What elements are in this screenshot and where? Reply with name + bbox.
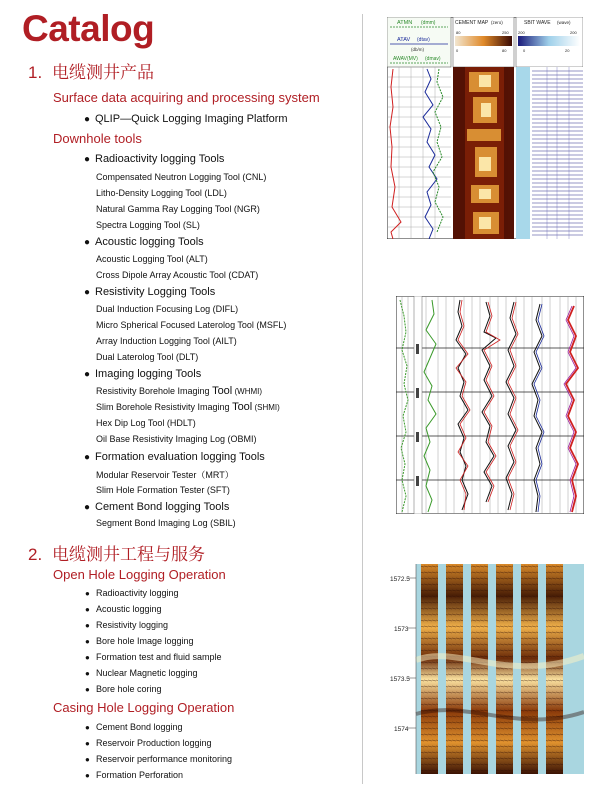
- section-1-heading: [28, 58, 154, 83]
- svg-text:0: 0: [523, 48, 526, 53]
- service-item: ● Reservoir Production logging: [85, 738, 212, 748]
- svg-text:80: 80: [502, 48, 507, 53]
- service-item: ● Acoustic logging: [85, 604, 162, 614]
- svg-text:200: 200: [570, 30, 577, 35]
- tool-item: Litho-Density Logging Tool (LDL): [96, 188, 227, 198]
- service-item: ● Formation Perforation: [85, 770, 184, 780]
- tool-item: Slim Borehole Resistivity Imaging Tool (SHMI): [96, 401, 280, 413]
- tool-group-resistivity: ● Resistivity Logging Tools: [84, 286, 216, 298]
- service-item: ● Bore hole Image logging: [85, 636, 194, 646]
- tool-item: Compensated Neutron Logging Tool (CNL): [96, 172, 267, 182]
- downhole-tools-heading: Downhole tools: [53, 131, 142, 146]
- tool-item: Natural Gamma Ray Logging Tool (NGR): [96, 204, 260, 214]
- image-log-figure: [388, 564, 584, 774]
- svg-text:250: 250: [502, 30, 509, 35]
- tool-item: Array Induction Logging Tool (AILT): [96, 336, 237, 346]
- cement-map-title: CEMENT MAP: [455, 20, 489, 26]
- tool-item: Slim Hole Formation Tester (SFT): [96, 485, 230, 495]
- casing-hole-heading: Casing Hole Logging Operation: [53, 700, 235, 715]
- section-2-heading: [28, 540, 205, 565]
- tool-item: Oil Base Resistivity Imaging Log (OBMI): [96, 434, 257, 444]
- cement-label-atav: ATAV: [397, 37, 411, 43]
- tool-group-label: Formation evaluation logging Tools: [95, 451, 265, 463]
- svg-text:0: 0: [456, 48, 459, 53]
- section-1-title: 电缆测井产品: [52, 63, 154, 82]
- depth-label: 1573.5: [390, 676, 410, 683]
- service-item: ● Nuclear Magnetic logging: [85, 668, 198, 678]
- qlip-bullet: ● QLIP—Quick Logging Imaging Platform: [84, 113, 288, 125]
- curve-log-figure: [396, 296, 584, 514]
- tool-item: Cross Dipole Array Acoustic Tool (CDAT): [96, 270, 259, 280]
- tool-item: Hex Dip Log Tool (HDLT): [96, 418, 196, 428]
- service-item: ● Cement Bond logging: [85, 722, 183, 732]
- tool-item: Dual Laterolog Tool (DLT): [96, 352, 199, 362]
- cement-label-atmn: ATMN: [397, 20, 413, 26]
- section-2-title: 电缆测井工程与服务: [52, 545, 205, 564]
- tool-item: Modular Reservoir Tester（MRT）: [96, 470, 234, 480]
- svg-text:20: 20: [565, 48, 570, 53]
- sbit-wave-title: SBIT WAVE: [524, 20, 551, 26]
- section-2-number: 2.: [28, 545, 43, 564]
- tool-item: Resistivity Borehole Imaging Tool (WHMI): [96, 385, 263, 397]
- tool-group-label: Resistivity Logging Tools: [95, 286, 216, 298]
- cement-map-unit: (zero): [491, 20, 503, 25]
- cement-label-unit2: (dtav): [417, 37, 430, 43]
- tool-group-cement-bond: ● Cement Bond logging Tools: [84, 501, 230, 513]
- cement-label-unit1: (dmm): [421, 20, 436, 26]
- tool-group-acoustic: ● Acoustic logging Tools: [84, 236, 204, 248]
- service-item: ● Formation test and fluid sample: [85, 652, 222, 662]
- tool-group-label: Acoustic logging Tools: [95, 236, 204, 248]
- tool-group-label: Radioactivity logging Tools: [95, 153, 225, 165]
- tool-group-radioactivity: ● Radioactivity logging Tools: [84, 153, 225, 165]
- depth-label: 1574: [394, 726, 409, 733]
- tool-item: Micro Spherical Focused Laterolog Tool (MSFL): [96, 320, 287, 330]
- depth-label: 1573: [394, 626, 409, 633]
- sbit-wave-unit: (wave): [557, 20, 571, 25]
- column-divider: [362, 14, 363, 784]
- tool-group-formation: ● Formation evaluation logging Tools: [84, 451, 265, 463]
- cement-label-unit4: (dmav): [425, 56, 441, 62]
- depth-label: 1572.5: [390, 576, 410, 583]
- tool-item: Dual Induction Focusing Log (DIFL): [96, 304, 239, 314]
- cement-label-awav: AWAV(MV): [393, 56, 418, 62]
- svg-text:200: 200: [518, 30, 525, 35]
- service-item: ● Reservoir performance monitoring: [85, 754, 233, 764]
- tool-group-label: Imaging logging Tools: [95, 368, 202, 380]
- service-item: ● Radioactivity logging: [85, 588, 179, 598]
- tool-item: Segment Bond Imaging Log (SBIL): [96, 518, 236, 528]
- cement-log-figure: [387, 17, 583, 239]
- cement-label-unit3: (db/m): [411, 47, 425, 52]
- open-hole-heading: Open Hole Logging Operation: [53, 567, 226, 582]
- svg-text:80: 80: [456, 30, 461, 35]
- qlip-label: QLIP—Quick Logging Imaging Platform: [95, 113, 288, 125]
- section-1-number: 1.: [28, 63, 43, 82]
- surface-system-heading: Surface data acquiring and processing system: [53, 90, 320, 105]
- service-item: ● Resistivity logging: [85, 620, 169, 630]
- tool-item: Acoustic Logging Tool (ALT): [96, 254, 208, 264]
- tool-group-imaging: ● Imaging logging Tools: [84, 368, 202, 380]
- tool-item: Spectra Logging Tool (SL): [96, 220, 200, 230]
- service-item: ● Bore hole coring: [85, 684, 162, 694]
- tool-group-label: Cement Bond logging Tools: [95, 501, 230, 513]
- page-title: Catalog: [22, 8, 155, 49]
